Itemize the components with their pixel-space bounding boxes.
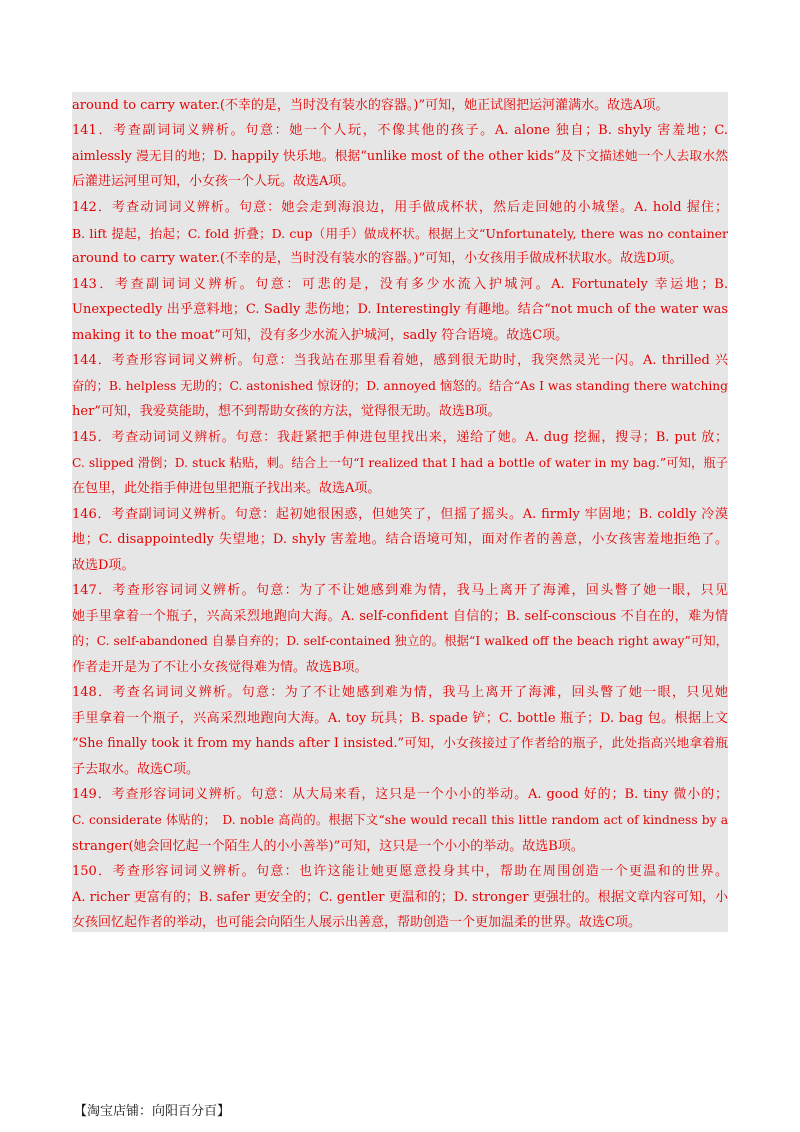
- text-line: “She finally took it from my hands after I insisted.”可知，小女孩接过了作者给的瓶子，此处指高兴地拿着瓶: [72, 736, 728, 751]
- text-line: around to carry water.(不幸的是，当时没有装水的容器。)”可知，小女孩用手做成杯状取水。故选D项。: [72, 251, 683, 266]
- text-line: 148．考查名词词义辨析。句意：为了不让她感到难为情，我马上离开了海滩，回头瞥了她一眼，只见她: [72, 685, 728, 700]
- text-line: 143．考查副词词义辨析。句意：可悲的是，没有多少水流入护城河。A. Fortunately 幸运地；B.: [72, 276, 728, 292]
- text-line: 的；C. self-abandoned 自暴自弃的；D. self-contained 独立的。根据“I walked off the beach right away”可知，: [72, 634, 728, 648]
- text-line: 子去取水。故选C项。: [72, 761, 199, 777]
- text-line: 手里拿着一个瓶子，兴高采烈地跑向大海。A. toy 玩具；B. spade 铲；C. bottle 瓶子；D. bag 包。根据上文: [72, 710, 728, 726]
- text-line: 她手里拿着一个瓶子，兴高采烈地跑向大海。A. self-confident 自信的；B. self-conscious 不自在的，难为情: [72, 608, 728, 624]
- text-line: A. richer 更富有的；B. safer 更安全的；C. gentler 更温和的；D. stronger 更强壮的。根据文章内容可知，小: [72, 889, 728, 905]
- text-line: 故选D项。: [72, 557, 135, 573]
- text-line: 奋的；B. helpless 无助的；C. astonished 惊讶的；D. annoyed 恼怒的。结合“As I was standing there watching: [72, 378, 728, 393]
- text-line: 142．考查动词词义辨析。句意：她会走到海浪边，用手做成杯状，然后走回她的小城堡。A. hold 握住；: [72, 200, 728, 215]
- text-line: around to carry water.(不幸的是，当时没有装水的容器。)”可知，她正试图把运河灌满水。故选A项。: [72, 97, 669, 113]
- text-line: her”可知，我爱莫能助，想不到帮助女孩的方法，觉得很无助。故选B项。: [72, 404, 501, 419]
- text-line: 141．考查副词词义辨析。句意：她一个人玩，不像其他的孩子。A. alone 独自；B. shyly 害羞地；C.: [72, 123, 728, 138]
- text-line: 作者走开是为了不让小女孩觉得难为情。故选B项。: [72, 659, 368, 675]
- text-line: 女孩回忆起作者的举动，也可能会向陌生人展示出善意，帮助创造一个更加温柔的世界。故选C项。: [72, 915, 641, 930]
- text-line: making it to the moat”可知，没有多少水流入护城河，sadly 符合语境。故选C项。: [72, 327, 569, 343]
- text-line: 144．考查形容词词义辨析。句意：当我站在那里看着她，感到很无助时，我突然灵光一闪。A. thrilled 兴: [72, 353, 728, 368]
- text-line: 147．考查形容词词义辨析。句意：为了不让她感到难为情，我马上离开了海滩，回头瞥了她一眼，只见: [72, 583, 728, 598]
- text-line: aimlessly 漫无目的地；D. happily 快乐地。根据“unlike most of the other kids”及下文描述她一个人去取水然: [72, 148, 728, 164]
- text-line: Unexpectedly 出乎意料地；C. Sadly 悲伤地；D. Interestingly 有趣地。结合“not much of the water was: [72, 302, 728, 317]
- text-line: stranger(她会回忆起一个陌生人的小小善举)”可知，这只是一个小小的举动。故选B项。: [72, 838, 584, 854]
- answer-explanations: [72, 92, 728, 932]
- text-line: B. lift 提起，抬起；C. fold 折叠；D. cup（用手）做成杯状。根据上文“Unfortunately, there was no container: [72, 225, 728, 241]
- text-line: 146．考查副词词义辨析。句意：起初她很困惑，但她笑了，但摇了摇头。A. firmly 牢固地；B. coldly 冷漠: [72, 506, 728, 522]
- text-line: 后灌进运河里可知，小女孩一个人玩。故选A项。: [72, 174, 355, 189]
- text-line: 150．考查形容词词义辨析。句意：也许这能让她更愿意投身其中，帮助在周围创造一个更温和的世界。: [72, 864, 728, 879]
- text-line: C. considerate 体贴的； D. noble 高尚的。根据下文“she would recall this little random act of kindness by a: [72, 813, 728, 827]
- text-line: C. slipped 滑倒；D. stuck 粘贴，刺。结合上一句“I realized that I had a bottle of water in my bag.”可知，瓶子: [72, 455, 728, 470]
- shop-footer: 【淘宝店铺：向阳百分百】: [74, 1104, 231, 1119]
- text-line: 地；C. disappointedly 失望地；D. shyly 害羞地。结合语境可知，面对作者的善意，小女孩害羞地拒绝了。: [72, 532, 728, 547]
- text-line: 145．考查动词词义辨析。句意：我赶紧把手伸进包里找出来，递给了她。A. dug 挖掘，搜寻；B. put 放；: [72, 430, 728, 445]
- text-line: 149．考查形容词词义辨析。句意：从大局来看，这只是一个小小的举动。A. good 好的；B. tiny 微小的；: [72, 787, 728, 802]
- text-line: 在包里，此处指手伸进包里把瓶子找出来。故选A项。: [72, 481, 381, 496]
